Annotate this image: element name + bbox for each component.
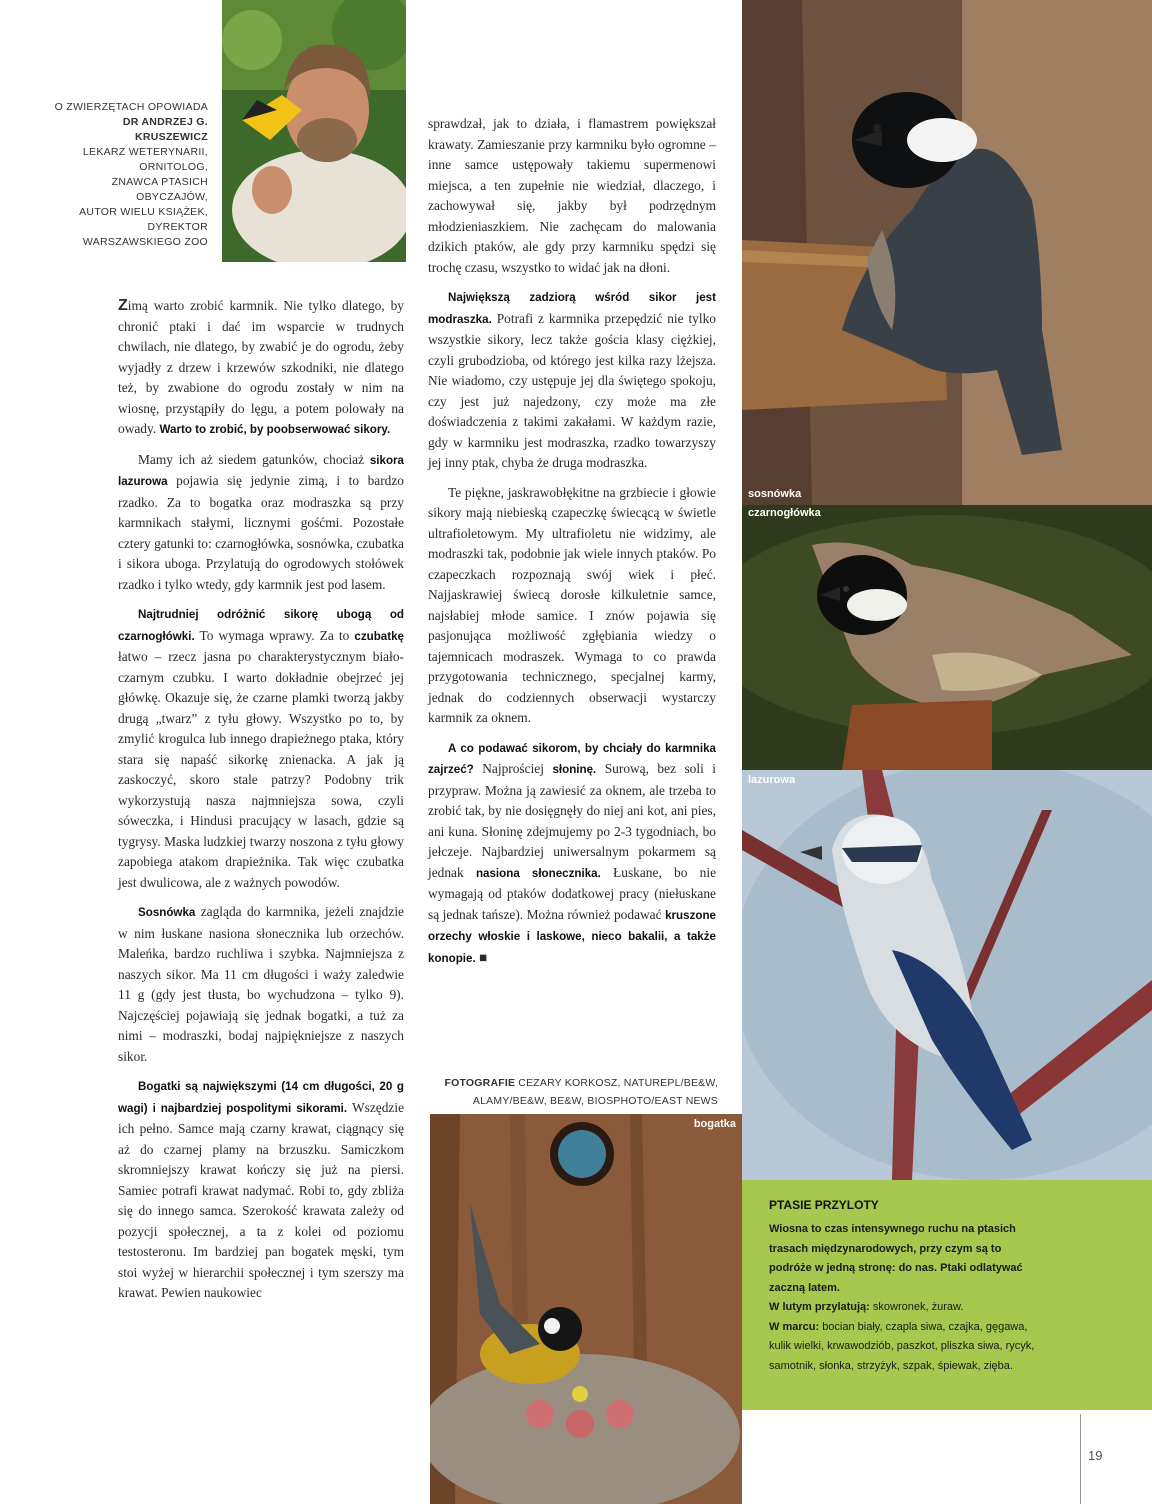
paragraph-text: pojawia się jedynie zimą, i to bardzo rzadko. Za to bogatka oraz modraszka są przy karmnikach stałymi, licznymi gośćmi. Pozostałe cztery gatunki to: czarnogłówka, sosnówka, czubatka i sikora uboga. Przylatują do ogrodowych stołówek rzadko i tylko wtedy, gdy karmnik jest pod lasem.: [118, 473, 404, 592]
drop-cap: Z: [118, 297, 128, 314]
paragraph: [118, 296, 404, 441]
paragraph-text: Mamy ich aż siedem gatunków, chociaż: [138, 451, 365, 467]
photo-bogatka: [430, 1114, 742, 1504]
info-box-mar: bocian biały, czapla siwa, czajka, gęgawa, kulik wielki, krwawodziób, paszkot, pliszka siwa, rycyk, samotnik, słonka, strzyżyk, szpak, śpiewak, zięba.: [769, 1320, 1035, 1372]
paragraph: [428, 287, 716, 474]
paragraph-text: Surową, bez soli i przypraw. Można ją zawiesić za oknem, ale trzeba to zrobić tak, by nie dosięgnęły do niej ani kot, ani pies, ani kuna. Słoninę zdejmujemy po 2-3 tygodniach, bo jełczeje. Najbardziej uniwersalnym pokarmem są jednak: [428, 761, 716, 880]
paragraph-text: To wymaga wprawy. Za to: [199, 627, 350, 643]
paragraph-text: Wszędzie ich pełno. Samce mają czarny krawat, ciągnący się aż do czarnej plamy na brzuszku. Samiczkom skromniejszy krawat kończy się już na piersi. Samiec potrafi krawat nadymać. Robi to, gdy zbliża się do innego samca. Szerokość krawata zależy od pozycji społecznej, a ta z kolei od poziomu testosteronu. Im bardziej pan bogatek męski, tym stoi wyżej w hierarchii społecznej i tym szerszy ma krawat. Pewien naukowiec: [118, 1099, 405, 1300]
paragraph-text: imą warto zrobić karmnik. Nie tylko dlatego, by chronić ptaki i dać im wsparcie w trudnych chwilach, nie dlatego, by zwabić je do ogrodu, żeby wyjadły z drzew i krzewów szkodniki, nie dlatego też, by zwabione do ogrodu zostały w nim na wiosnę, przystąpiły do lęgu, a potem polowały na owady.: [118, 298, 404, 436]
author-photo: [222, 0, 406, 262]
author-name-line2: KRUSZEWICZ: [135, 131, 208, 143]
paragraph-text: Łuskane, bo nie wymagają od ptaków dodatkowej pracy (niełuskane są jednak tańsze). Można również podawać: [428, 864, 717, 922]
author-name-line1: DR ANDRZEJ G.: [122, 116, 208, 128]
photo-label-lazurowa: lazurowa: [748, 774, 796, 786]
paragraph-text: Te piękne, jaskrawobłękitne na grzbiecie i głowie sikory mają niebieską czapeczkę świecącą w świetle ultrafioletowym. My ultrafioletu nie widzimy, ale modraszki tak, podobnie jak wiele innych ptaków. Po czapeczkach rozpoznają swój wiek i płeć. Najjaskrawiej świecą dorosłe kilkuletnie samce, najsłabiej młode samice. I znów pojawia się pasjonująca możliwość zgłębiania wiedzy o tajemnicach modraszek. Wymaga to co prawda przygotowania technicznego, specjalnej karmy, jednak do codziennych obserwacji wystarczy karmnik za oknem.: [428, 484, 716, 725]
photo-label-bogatka: bogatka: [693, 1118, 736, 1130]
bold-text: sikora lazurowa: [118, 453, 405, 488]
author-desc-4: OBYCZAJÓW,: [136, 191, 208, 203]
photo-credits: [428, 1074, 718, 1110]
paragraph-text: łatwo – rzecz jasna po charakterystycznym biało-czarnym czubku. I warto dokładnie obejrzeć jej główkę. Okazuje się, że czarne plamki tworzą jakby drugą „twarz” z tyłu głowy. Wszystko po to, by zmylić krogulca lub innego drapieżnego ptaka, który stara się napaść sikorkę znienacka. A jak ją zaskoczyć, skoro stale patrzy? Podobny trik wykorzystują nasza najmniejsza sowa, czyli sóweczka, i Hindusi pracujący w lasach, gdzie są tygrysy. Maska ludzkiej twarzy noszona z tyłu głowy zapobiega atakom drapieżnika. Tak więc czubatka jest dwulicowa, ale z ważnych powodów.: [118, 649, 404, 890]
author-caption: [40, 100, 208, 250]
credits-label: FOTOGRAFIE: [444, 1077, 516, 1089]
photo-label-czarnoglowka: czarnogłówka: [748, 507, 821, 519]
end-mark: ■: [479, 949, 488, 965]
page-number: 19: [1088, 1448, 1103, 1463]
paragraph: [428, 483, 716, 729]
author-desc-2: ORNITOLOG,: [139, 161, 208, 173]
paragraph: [118, 902, 404, 1067]
paragraph: [428, 114, 716, 278]
paragraph: [118, 604, 404, 893]
paragraph-text: zagląda do karmnika, jeżeli znajdzie w nim łuskane nasiona słonecznika lub orzechów. Maleńka, bardzo ruchliwa i szybka. Najmniejsza z naszych sikor. Ma 11 cm długości i waży zaledwie 11 g (gdy jest tłusta, bo wychudzona – tylko 9). Najczęściej pojawiają się jednak bogatki, a tuż za nimi – modraszki, bodaj najpiękniejsze z naszych sikor.: [118, 904, 404, 1064]
paragraph-text: Potrafi z karmnika przepędzić nie tylko wszystkie sikory, lecz także gościa klasy ciężkiej, czyli grubodzioba, od którego jest kilka razy lżejsza. Nie wiadomo, czy ustępuje jej dla świętego spokoju, czy jest już najedzony, czy może ma złe doświadczenia z takimi zakałami. W każdym razie, gdy w karmniku jest modraszka, rzadko towarzyszy jej inny ptak, chyba że druga modraszka.: [428, 310, 716, 470]
photo-label-sosnowka: sosnówka: [748, 488, 802, 500]
paragraph-text: sprawdzał, jak to działa, i flamastrem powiększał krawaty. Zamieszanie przy karmniku było ogromne – inne samce ustępowały takiemu supermenowi miejsca, a ten zupełnie nie wiedział, dlaczego, i zachowywał się, jakby był podrzędnym młodzieniaszkiem. Nie zachęcam do malowania dzikich ptaków, ale gdy przy karmniku spędzi się trochę czasu, wszystko to widać jak na dłoni.: [428, 116, 716, 275]
bold-text: Warto to zrobić, by poobserwować sikory.: [159, 423, 391, 436]
info-box-feb-label: W lutym przylatują:: [769, 1301, 870, 1313]
author-desc-1: LEKARZ WETERYNARII,: [82, 146, 208, 158]
author-desc-5: AUTOR WIELU KSIĄŻEK,: [79, 206, 208, 218]
paragraph: [428, 738, 716, 970]
bold-text: nasiona słonecznika.: [475, 866, 601, 880]
article-column-2: [428, 114, 716, 978]
bold-text: Najtrudniej odróżnić sikorę ubogą od czarnogłówki.: [118, 608, 404, 643]
credits-text-1: CEZARY KORKOSZ, NATUREPL/BE&W,: [518, 1077, 718, 1089]
bold-text: Największą zadziorą wśród sikor jest modraszka.: [428, 291, 716, 326]
paragraph-text: Najprościej: [482, 761, 544, 776]
info-box-feb: skowronek, żuraw.: [872, 1301, 964, 1313]
author-desc-3: ZNAWCA PTASICH: [111, 176, 208, 188]
info-box-lead: Wiosna to czas intensywnego ruchu na ptasich trasach międzynarodowych, przy czym są to podróże w jedną stronę: do nas. Ptaki odlatywać zaczną latem.: [769, 1223, 1023, 1294]
bold-text: czubatkę: [354, 629, 405, 643]
paragraph: [118, 450, 404, 596]
bold-text: słoninę.: [552, 763, 597, 776]
author-desc-6: DYREKTOR: [147, 221, 208, 233]
page-divider: [1080, 1414, 1081, 1504]
bold-text: A co podawać sikorom, by chciały do karmnika zajrzeć?: [428, 741, 716, 776]
author-intro: O ZWIERZĘTACH OPOWIADA: [54, 101, 208, 113]
info-box-title: PTASIE PRZYLOTY: [769, 1198, 879, 1212]
author-desc-7: WARSZAWSKIEGO ZOO: [82, 236, 208, 248]
bold-text: Sosnówka: [138, 906, 196, 919]
article-column-1: [118, 296, 404, 1313]
info-box-ptasie-przyloty: [742, 1180, 1152, 1410]
credits-text-2: ALAMY/BE&W, BE&W, BIOSPHOTO/EAST NEWS: [472, 1095, 718, 1107]
bold-text: kruszone orzechy włoskie i laskowe, nieco bakalii, a także konopie.: [428, 908, 716, 965]
paragraph: [118, 1076, 404, 1304]
info-box-text: [769, 1220, 1044, 1376]
info-box-mar-label: W marcu:: [769, 1320, 820, 1333]
bold-text: Bogatki są największymi (14 cm długości, 20 g wagi) i najbardziej pospolitymi sikorami.: [118, 1080, 404, 1115]
photo-lazurowa: [742, 770, 1152, 1180]
photo-sosnowka: [742, 0, 1152, 505]
photo-czarnoglowka: [742, 505, 1152, 770]
